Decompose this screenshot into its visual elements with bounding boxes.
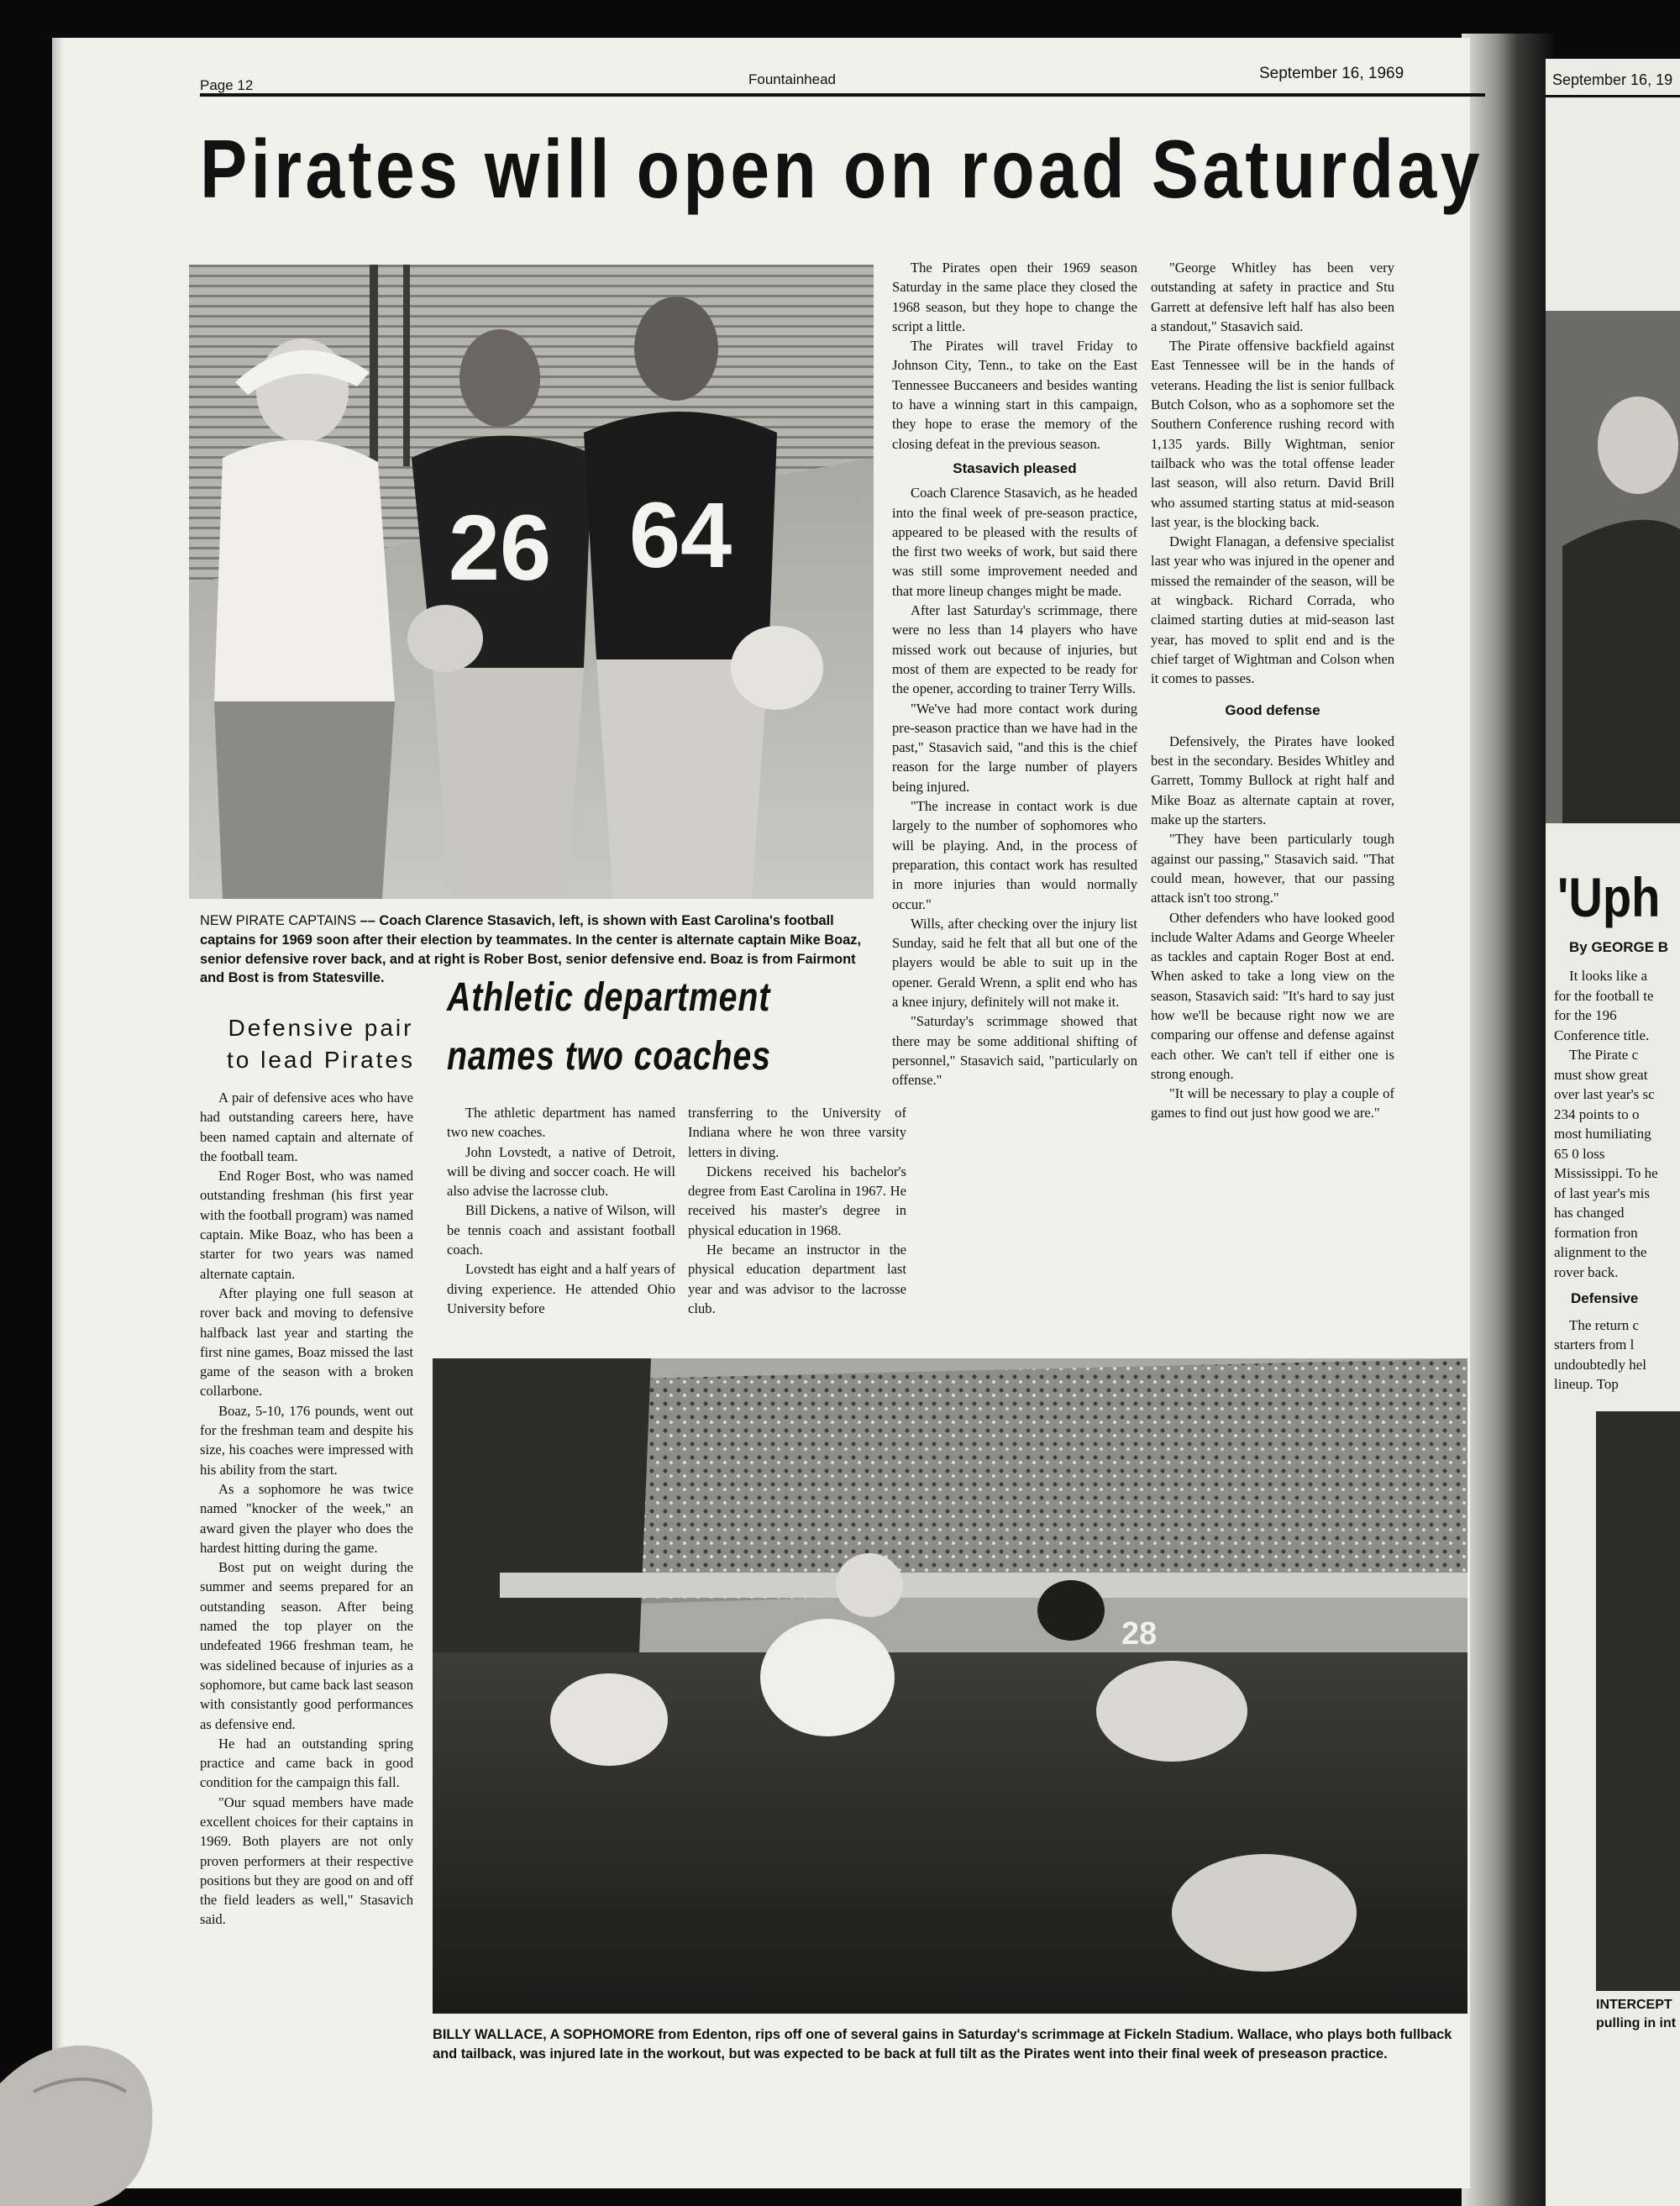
athletic-story-column-2: transferring to the University of Indiana where he won three varsity letters in diving. Dickens received his bachelor's degree from East Carolina in 1967. He received his master's degree in physical education in 1968. He became an instructor in the physical education department last year and was advisor to the lacrosse club. bbox=[688, 1105, 906, 1316]
defensive-pair-headline: Defensive pair to lead Pirates bbox=[227, 1015, 415, 1073]
subhead-stasavich-pleased: Stasavich pleased bbox=[953, 460, 1077, 476]
jersey-number-28: 28 bbox=[1121, 1616, 1158, 1652]
jersey-number-26: 26 bbox=[448, 496, 552, 600]
defensive-pair-story: A pair of defensive aces who have had outstanding careers here, have been named captain and alternate of the football team. End Roger Bost, who was named outstanding freshman (his first year with the football program) was named captain. Mike Boaz, who has been a starter for two years was named alternate captain. After playing one full season at rover back and moving to defensive halfback last year and starting the first nine games, Boaz missed the last game of the season with a broken collarbone. Boaz, 5-10, 176 pounds, went out for the freshman team and despite his size, his coaches were impressed with his ability from the start. As a sophomore he was twice named "knocker of the week," an award given the player who does the hardest hitting during the game. Bost put on weight during the summer and seems prepared for an outstanding season. After being named the top player on the undefeated 1966 freshman team, he was sidelined because of injuries as a sophomore, but came back last season with consistantly good performances as defensive end. He had an outstanding spring practice and came back in good condition for the campaign this fall. "Our squad members have made excellent choices for their captains in 1969. Both players are not only proven performers at their respective positions but they are good on and off the field leaders as well," Stasavich said. bbox=[200, 1090, 413, 1928]
scrimmage-photo bbox=[433, 1358, 1467, 2014]
next-page-fragment bbox=[1546, 59, 1680, 2206]
scrimmage-caption-lead: BILLY WALLACE, A SOPHOMORE bbox=[433, 2027, 654, 2042]
next-page-caption-1: INTERCEPT bbox=[1596, 1998, 1672, 2012]
captains-caption-body: –– Coach Clarence Stasavich, left, is shown with East Carolina's football captains for 1969 soon after their election by teammates. In the center is alternate captain Mike Boaz, senior defensive rover back, and at right is Rober Bost, senior defensive end. Boaz is from Fairmont and Bost is from Statesville. bbox=[200, 913, 862, 986]
next-page-photo bbox=[1546, 311, 1680, 823]
thumb-image bbox=[0, 2033, 168, 2206]
athletic-department-headline: Athletic department names two coaches bbox=[447, 975, 771, 1079]
page-headline: Pirates will open on road Saturday bbox=[200, 123, 1483, 215]
scrimmage-caption bbox=[433, 2025, 1467, 2064]
captains-photo bbox=[189, 265, 874, 899]
next-page-text: It looks like a for the football te for the 196 Conference title. The Pirate c must show great over last year's sc 234 points to o most humiliating 65 0 loss Mississippi. To he of last year's mis has changed formation fron alignment to the rover back. Defensive The return c starters from l undoubtedly hel lineup. Top bbox=[1554, 968, 1658, 1392]
captains-caption-lead: NEW PIRATE CAPTAINS bbox=[200, 913, 357, 928]
main-story-column-2: "George Whitley has been very outstanding at safety in practice and Stu Garrett at defensive left half has also been a standout," Stasavich said. The Pirate offensive backfield against East Tennessee will be in the hands of veterans. Heading the list is senior fullback Butch Colson, who as a sophomore set the Southern Conference rushing record with 1,135 yards. Billy Wightman, senior tailback who was the total offense leader last season, will also return. David Brill who assumed starting status at mid-season last year, is the blocking back. Dwight Flanagan, a defensive specialist last year who was injured in the opener and missed the remainder of the season, will be at wingback. Richard Corrada, who claimed starting duties at mid-season last year, has moved to split end and is the chief target of Wightman and Colson when it comes to passes. Good defense Defensively, the Pirates have looked best in the secondary. Besides Whitley and Garrett, Tommy Bullock at right half and Mike Boaz as alternate captain at rover, make up the starters. "They have been particularly tough against our passing," Stasavich said. "That could mean, however, that our passing attack isn't too strong." Other defenders who have looked good include Walter Adams and George Wheeler as tackles and captain Roger Bost at end. When asked to take a long view on the season, Stasavich said: "It's hard to say just how we'll be because right now we are comparing our offense and defense against each other. We can't tell if either one is strong enough. "It will be necessary to play a couple of games to find out just how good we are." bbox=[1151, 260, 1394, 1121]
issue-date: September 16, 1969 bbox=[1259, 65, 1404, 82]
folio-rule bbox=[200, 93, 1485, 97]
book-gutter bbox=[1462, 34, 1554, 2206]
next-page-date: September 16, 19 bbox=[1552, 71, 1673, 88]
next-page-caption-2: pulling in int bbox=[1596, 2016, 1677, 2030]
subhead-good-defense: Good defense bbox=[1225, 701, 1320, 718]
paper-name: Fountainhead bbox=[748, 71, 836, 87]
jersey-number-64: 64 bbox=[628, 484, 732, 587]
page-label: Page 12 bbox=[200, 77, 254, 93]
scrimmage-caption-body: from Edenton, rips off one of several gains in Saturday's scrimmage at Fickeln Stadium. Wallace, who plays both fullback and tailback, was injured late in the workout, but was expected to be back at full tilt as the Pirates went into their final week of preseason practice. bbox=[433, 2027, 1452, 2062]
next-page-photo-2 bbox=[1596, 1411, 1680, 1991]
athletic-story-column-1: The athletic department has named two new coaches. John Lovstedt, a native of Detroit, will be diving and soccer coach. He will also advise the lacrosse club. Bill Dickens, a native of Wilson, will be tennis coach and assistant football coach. Lovstedt has eight and a half years of diving experience. He attended Ohio University before bbox=[447, 1105, 675, 1316]
main-story-column-1: The Pirates open their 1969 season Saturday in the same place they closed the 1968 season, but they hope to change the script a little. The Pirates will travel Friday to Johnson City, Tenn., to take on the East Tennessee Buccaneers and besides wanting to have a winning start in this campaign, they hope to erase the memory of the closing defeat in the previous season. Stasavich pleased Coach Clarence Stasavich, as he headed into the final week of pre-season practice, appeared to be pleased with the results of the first two weeks of work, but said there was still some improvement needed and that more lineup changes might be made. After last Saturday's scrimmage, there were no less than 14 players who have missed work out because of injuries, but most of them are expected to be ready for the opener, according to trainer Terry Wills. "We've had more contact work during pre-season practice than we have had in the past," Stasavich said, "and this is the chief reason for the large number of players being injured. "The increase in contact work is due largely to the number of sophomores who will be playing. And, in the process of preparation, this contact work has resulted in more injuries than would normally occur." Wills, after checking over the injury list Sunday, said he felt that all but one of the players would be able to suit up in the opener. Gerald Wrenn, a split end who has a knee injury, definitely will not make it. "Saturday's scrimmage showed that there may be some additional shifting of personnel," Stasavich said, "particularly on offense." bbox=[892, 260, 1137, 1089]
next-page-byline: By GEORGE B bbox=[1569, 939, 1669, 955]
newspaper-page bbox=[52, 38, 1483, 2188]
next-page-headline: 'Uph bbox=[1557, 866, 1661, 928]
